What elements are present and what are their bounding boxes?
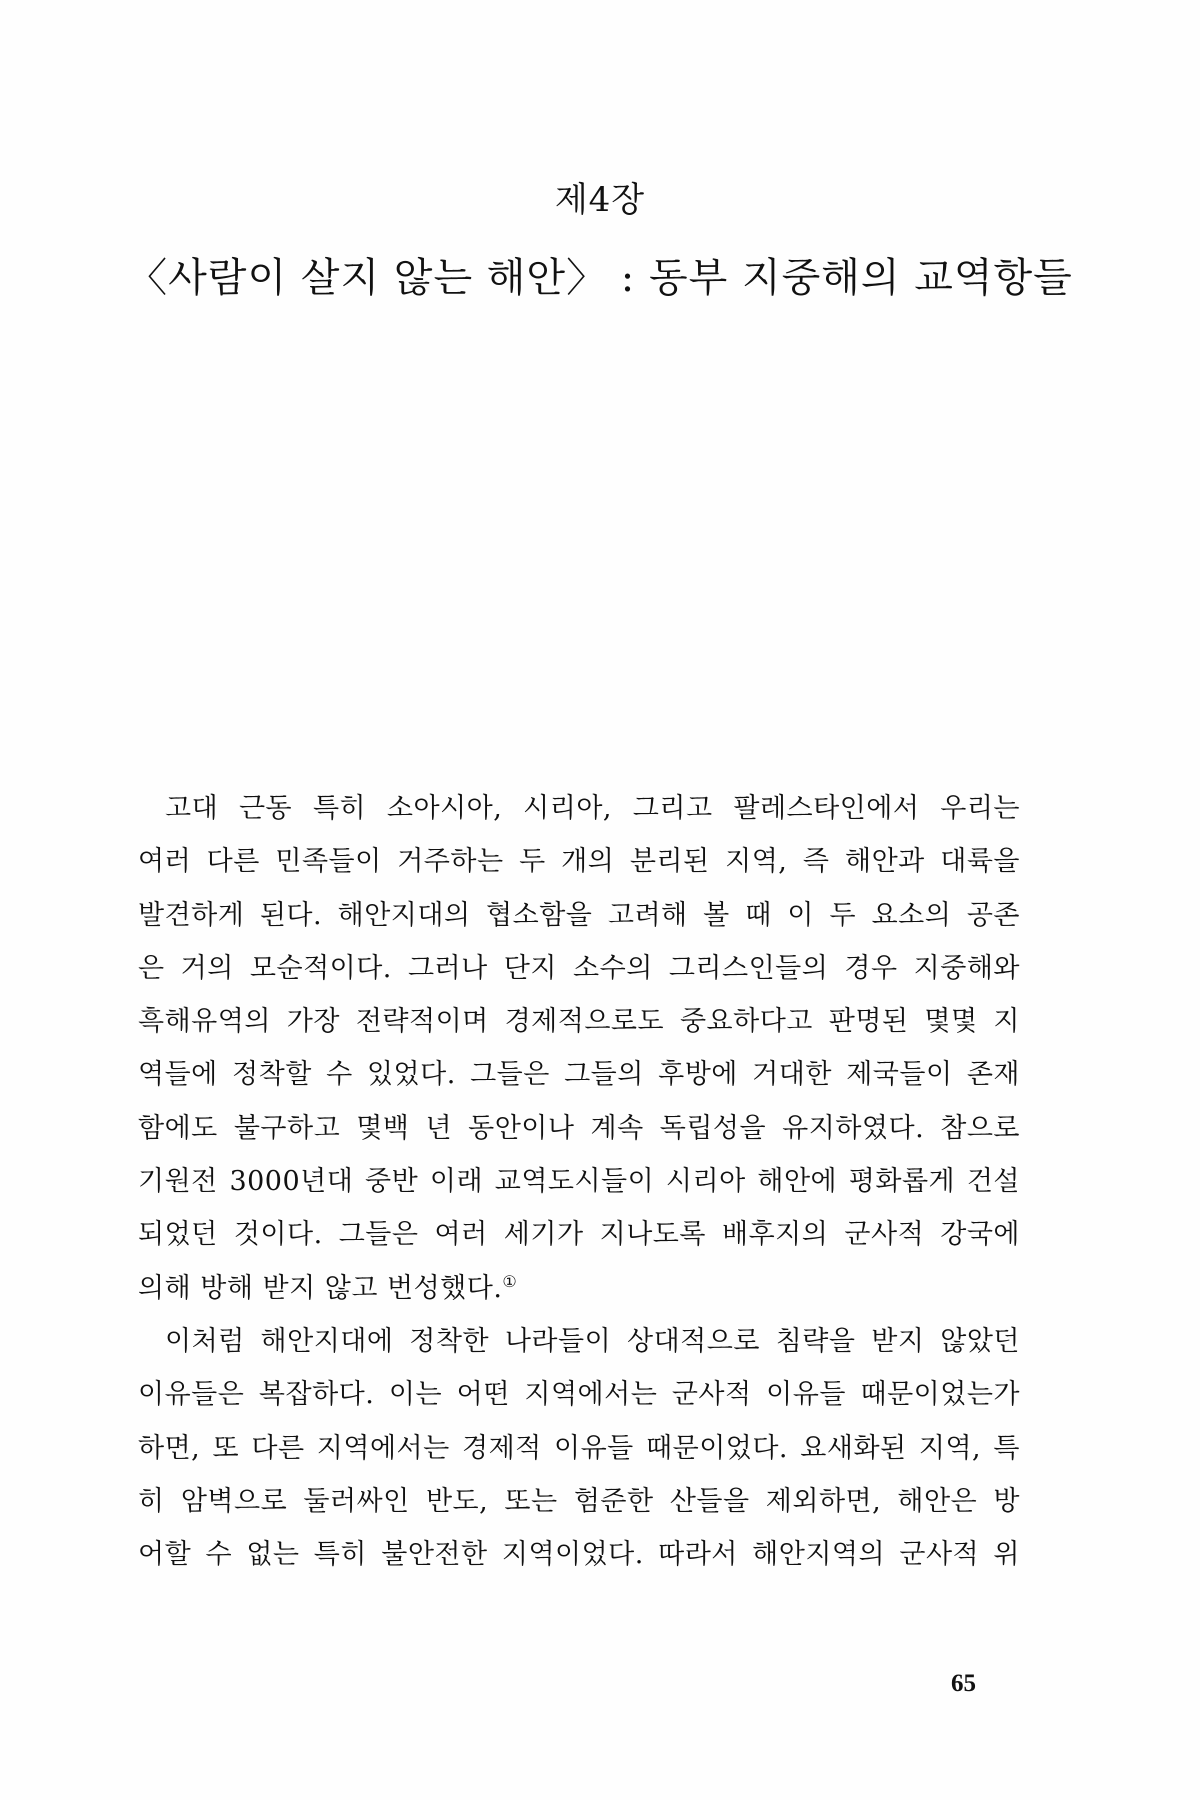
paragraph-1-line-2: 여러 다른 민족들이 거주하는 두 개의 분리된 지역, 즉 해안과 대륙을 [138,846,1020,878]
chapter-title: 〈사람이 살지 않는 해안〉 : 동부 지중해의 교역항들 [127,255,1073,301]
paragraph-1-line-6: 역들에 정착할 수 있었다. 그들은 그들의 후방에 거대한 제국들이 존재 [138,1059,1020,1091]
paragraph-1-line-7: 함에도 불구하고 몇백 년 동안이나 계속 독립성을 유지하였다. 참으로 [138,1112,1020,1144]
paragraph-1-line-8: 기원전 3000년대 중반 이래 교역도시들이 시리아 해안에 평화롭게 건설 [138,1166,1020,1198]
footnote-marker[interactable]: ① [502,1271,518,1291]
paragraph-2-line-2: 이유들은 복잡하다. 이는 어떤 지역에서는 군사적 이유들 때문이었는가 [138,1379,1020,1411]
body-text [138,782,1020,1581]
paragraph-2-line-3: 하면, 또 다른 지역에서는 경제적 이유들 때문이었다. 요새화된 지역, 특 [138,1432,1020,1464]
paragraph-1-line-3: 발견하게 된다. 해안지대의 협소함을 고려해 볼 때 이 두 요소의 공존 [138,899,1020,931]
paragraph-1-line-1: 고대 근동 특히 소아시아, 시리아, 그리고 팔레스타인에서 우리는 [165,793,1020,824]
page-number: 65 [951,1670,976,1697]
paragraph-2-line-5: 어할 수 없는 특히 불안전한 지역이었다. 따라서 해안지역의 군사적 위 [138,1539,1020,1571]
paragraph-1-line-10-text: 의해 방해 받지 않고 번성했다. [138,1272,503,1304]
paragraph-1-line-5: 흑해유역의 가장 전략적이며 경제적으로도 중요하다고 판명된 몇몇 지 [138,1006,1020,1038]
paragraph-1-line-4: 은 거의 모순적이다. 그러나 단지 소수의 그리스인들의 경우 지중해와 [138,952,1020,984]
paragraph-1-line-10 [138,1262,1020,1315]
paragraph-2-line-1: 이처럼 해안지대에 정착한 나라들이 상대적으로 침략을 받지 않았던 [165,1325,1020,1357]
paragraph-1-line-9: 되었던 것이다. 그들은 여러 세기가 지나도록 배후지의 군사적 강국에 [138,1219,1020,1251]
paragraph-2-line-4: 히 암벽으로 둘러싸인 반도, 또는 험준한 산들을 제외하면, 해안은 방 [138,1485,1020,1517]
chapter-number: 제4장 [554,180,646,220]
